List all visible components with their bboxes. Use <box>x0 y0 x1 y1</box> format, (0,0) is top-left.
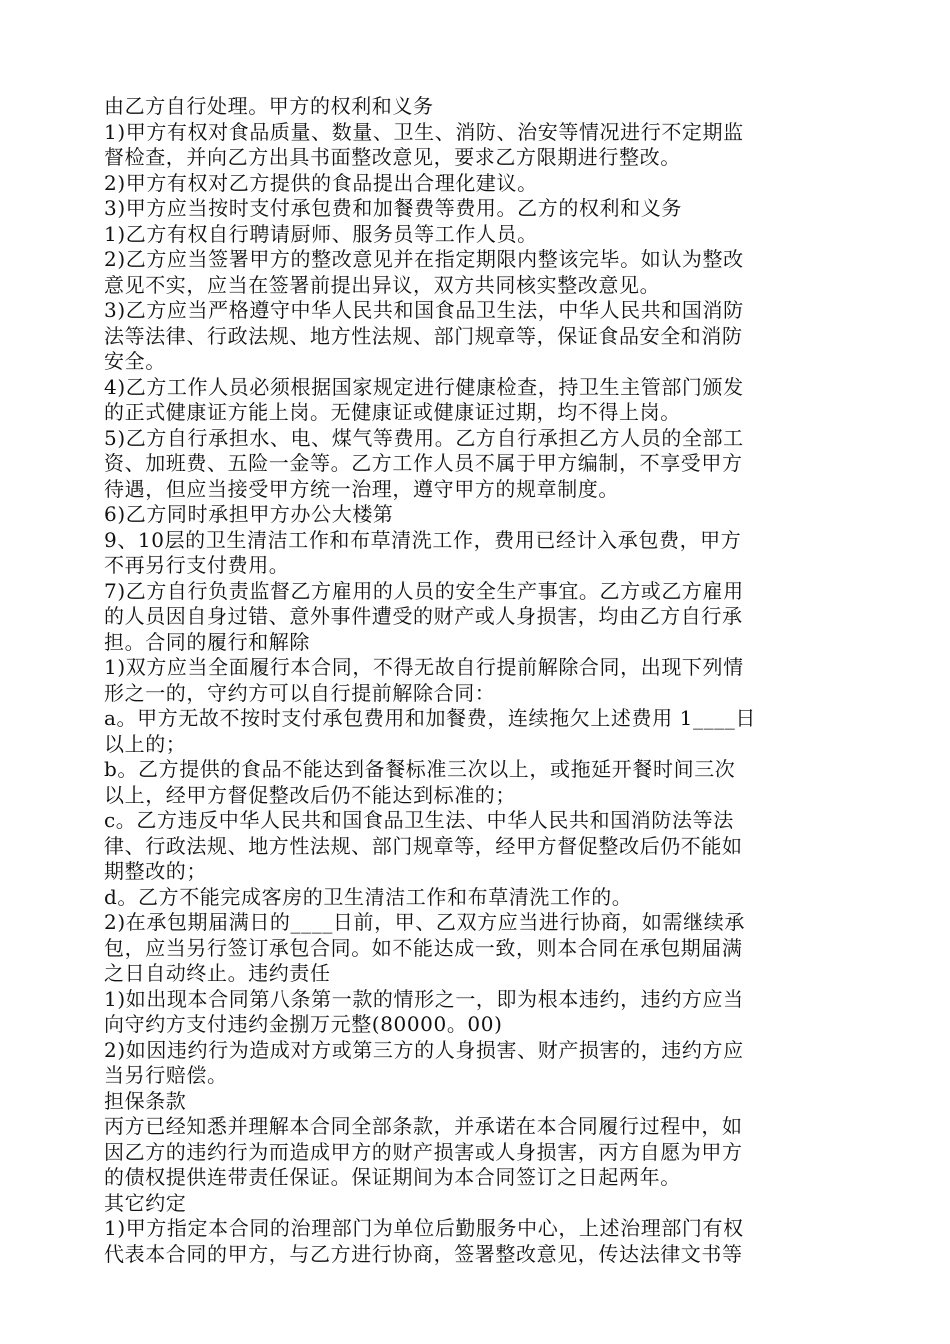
text-line: 因乙方的违约行为而造成甲方的财产损害或人身损害，丙方自愿为甲方 <box>104 1139 743 1164</box>
text-line: 的正式健康证方能上岗。无健康证或健康证过期，均不得上岗。 <box>104 400 681 424</box>
text-line: 向守约方支付违约金捌万元整(80000。00) <box>104 1012 503 1036</box>
text-line: 担。合同的履行和解除 <box>104 629 310 654</box>
text-line: 法等法律、行政法规、地方性法规、部门规章等，保证食品安全和消防 <box>104 323 743 348</box>
text-line: 3)甲方应当按时支付承包费和加餐费等费用。乙方的权利和义务 <box>104 196 682 220</box>
text-line: b。乙方提供的食品不能达到备餐标准三次以上，或拖延开餐时间三次 <box>104 757 736 781</box>
text-line: 由乙方自行处理。甲方的权利和义务 <box>104 94 434 118</box>
contract-body-text <box>104 94 856 1267</box>
text-line: 3)乙方应当严格遵守中华人民共和国食品卫生法，中华人民共和国消防 <box>104 298 744 322</box>
text-line: 6)乙方同时承担甲方办公大楼第 <box>104 502 394 526</box>
text-line: 4)乙方工作人员必须根据国家规定进行健康检查，持卫生主管部门颁发 <box>104 374 744 399</box>
text-line: 2)在承包期届满日的____日前，甲、乙双方应当进行协商，如需继续承 <box>104 910 745 934</box>
text-line: a。甲方无故不按时支付承包费用和加餐费，连续拖欠上述费用 1____日 <box>104 706 757 730</box>
text-line: 当另行赔偿。 <box>104 1063 228 1087</box>
text-line: 1)甲方有权对食品质量、数量、卫生、消防、治安等情况进行不定期监 <box>104 119 744 144</box>
text-line: 以上的； <box>104 731 187 756</box>
text-line: 9、10层的卫生清洁工作和布草清洗工作，费用已经计入承包费，甲方 <box>104 527 742 552</box>
text-line: 律、行政法规、地方性法规、部门规章等，经甲方督促整改后仍不能如 <box>104 833 743 858</box>
text-line: c。乙方违反中华人民共和国食品卫生法、中华人民共和国消防法等法 <box>104 808 734 832</box>
text-line: 以上，经甲方督促整改后仍不能达到标准的； <box>104 782 516 807</box>
text-line: 2)甲方有权对乙方提供的食品提出合理化建议。 <box>104 170 538 195</box>
text-line: 安全。 <box>104 349 166 373</box>
text-line: 1)如出现本合同第八条第一款的情形之一，即为根本违约，违约方应当 <box>104 986 744 1011</box>
text-line: 包，应当另行签订承包合同。如不能达成一致，则本合同在承包期届满 <box>104 935 743 960</box>
text-line: 2)乙方应当签署甲方的整改意见并在指定期限内整该完毕。如认为整改 <box>104 247 744 271</box>
text-line: d。乙方不能完成客房的卫生清洁工作和布草清洗工作的。 <box>104 884 633 909</box>
text-line: 形之一的，守约方可以自行提前解除合同： <box>104 680 496 705</box>
text-line: 不再另行支付费用。 <box>104 553 290 577</box>
text-line: 的债权提供连带责任保证。保证期间为本合同签订之日起两年。 <box>104 1165 681 1189</box>
text-line: 其它约定 <box>104 1190 187 1215</box>
text-line: 资、加班费、五险一金等。乙方工作人员不属于甲方编制，不享受甲方 <box>104 451 743 475</box>
text-line: 担保条款 <box>104 1088 187 1113</box>
text-line: 丙方已经知悉并理解本合同全部条款，并承诺在本合同履行过程中，如 <box>104 1114 743 1138</box>
text-line: 意见不实，应当在签署前提出异议，双方共同核实整改意见。 <box>104 272 661 297</box>
text-line: 1)甲方指定本合同的治理部门为单位后勤服务中心，上述治理部门有权 <box>104 1216 744 1240</box>
text-line: 1)乙方有权自行聘请厨师、服务员等工作人员。 <box>104 221 538 246</box>
text-line: 待遇，但应当接受甲方统一治理，遵守甲方的规章制度。 <box>104 476 619 501</box>
text-line: 1)双方应当全面履行本合同，不得无故自行提前解除合同，出现下列情 <box>104 655 744 679</box>
text-line: 之日自动终止。违约责任 <box>104 961 331 985</box>
text-line: 督检查，并向乙方出具书面整改意见，要求乙方限期进行整改。 <box>104 145 681 169</box>
text-line: 的人员因自身过错、意外事件遭受的财产或人身损害，均由乙方自行承 <box>104 604 743 628</box>
text-line: 代表本合同的甲方，与乙方进行协商，签署整改意见，传达法律文书等 <box>104 1241 743 1266</box>
text-line: 期整改的； <box>104 859 207 883</box>
text-line: 5)乙方自行承担水、电、煤气等费用。乙方自行承担乙方人员的全部工 <box>104 425 744 450</box>
text-line: 7)乙方自行负责监督乙方雇用的人员的安全生产事宜。乙方或乙方雇用 <box>104 578 744 603</box>
text-line: 2)如因违约行为造成对方或第三方的人身损害、财产损害的，违约方应 <box>104 1037 744 1062</box>
